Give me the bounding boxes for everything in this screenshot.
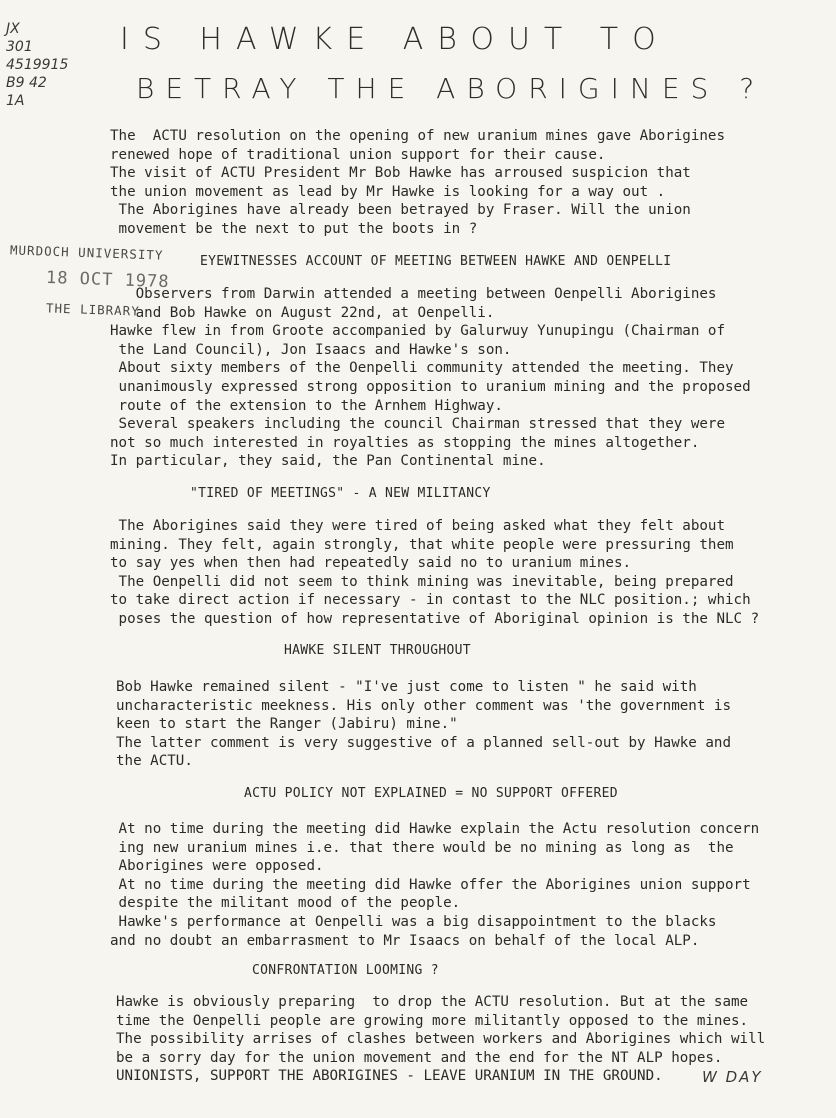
text-line: UNIONISTS, SUPPORT THE ABORIGINES - LEAVE URANIUM IN THE GROUND.: [116, 1068, 663, 1085]
text-line: and no doubt an embarrasment to Mr Isaacs on behalf of the local ALP.: [110, 932, 700, 949]
text-line: The ACTU resolution on the opening of new uranium mines gave Aborigines: [110, 128, 725, 144]
text-line: movement be the next to put the boots in ?: [110, 220, 478, 237]
library-stamp-library: THE LIBRARY: [45, 300, 141, 319]
text-line: The Aborigines said they were tired of being asked what they felt about: [110, 518, 725, 534]
text-line: route of the extension to the Arnhem Highway.: [110, 397, 503, 414]
text-line: At no time during the meeting did Hawke explain the Actu resolution concern: [110, 821, 760, 837]
text-line: Bob Hawke remained silent - "I've just come to listen " he said with: [116, 679, 697, 695]
archive-note-line: 4519915: [6, 57, 69, 73]
text-line: be a sorry day for the union movement and the end for the NT ALP hopes.: [116, 1049, 723, 1066]
section-heading: ACTU POLICY NOT EXPLAINED = NO SUPPORT OFFERED: [244, 786, 618, 801]
text-line: The possibility arrises of clashes between workers and Aborigines which will: [116, 1031, 766, 1048]
text-line: The Oenpelli did not seem to think mining was inevitable, being prepared: [110, 573, 734, 590]
text-line: despite the militant mood of the people.: [110, 895, 461, 912]
archive-note-line: B9 42: [6, 75, 47, 91]
text-line: Several speakers including the council Chairman stressed that they were: [110, 416, 725, 433]
text-line: About sixty members of the Oenpelli community attended the meeting. They: [110, 360, 734, 377]
text-line: poses the question of how representative of Aboriginal opinion is the NLC ?: [110, 610, 760, 627]
section-heading: HAWKE SILENT THROUGHOUT: [284, 643, 471, 658]
text-line: time the Oenpelli people are growing more militantly opposed to the mines.: [116, 1012, 749, 1029]
text-line: mining. They felt, again strongly, that white people were pressuring them: [110, 536, 734, 553]
text-line: uncharacteristic meekness. His only other comment was 'the government is: [116, 697, 731, 714]
section-body: [110, 285, 751, 471]
text-line: Aborigines were opposed.: [110, 858, 324, 875]
text-line: not so much interested in royalties as stopping the mines altogether.: [110, 434, 700, 451]
section-heading: "TIRED OF MEETINGS" - A NEW MILITANCY: [190, 486, 491, 501]
text-line: to take direct action if necessary - in contast to the NLC position.; which: [110, 592, 751, 609]
text-line: The latter comment is very suggestive of a planned sell-out by Hawke and: [116, 734, 731, 751]
text-line: keen to start the Ranger (Jabiru) mine.": [116, 716, 458, 733]
text-line: the ACTU.: [116, 753, 193, 770]
text-line: Hawke flew in from Groote accompanied by Galurwuy Yunupingu (Chairman of: [110, 323, 725, 340]
section-body: [110, 517, 759, 629]
section-body: [116, 993, 765, 1086]
text-line: ing new uranium mines i.e. that there would be no mining as long as the: [110, 839, 734, 856]
archive-note-line: JX: [6, 21, 20, 37]
signature: W DAY: [702, 1068, 763, 1086]
text-line: to say yes when then had repeatedly said no to uranium mines.: [110, 555, 632, 572]
library-stamp-university: MURDOCH UNIVERSITY: [9, 242, 164, 263]
intro-paragraph: [110, 127, 725, 239]
text-line: the union movement as lead by Mr Hawke is looking for a way out .: [110, 183, 666, 200]
section-heading: CONFRONTATION LOOMING ?: [252, 963, 439, 978]
section-heading: EYEWITNESSES ACCOUNT OF MEETING BETWEEN HAWKE AND OENPELLI: [200, 254, 672, 269]
archive-note: [6, 20, 68, 110]
title-line-2: BETRAY THE ABORIGINES ?: [136, 72, 766, 105]
text-line: At no time during the meeting did Hawke offer the Aborigines union support: [110, 876, 751, 893]
text-line: renewed hope of traditional union support for their cause.: [110, 146, 606, 163]
text-line: The Aborigines have already been betrayed by Fraser. Will the union: [110, 202, 691, 219]
text-line: Hawke is obviously preparing to drop the ACTU resolution. But at the same: [116, 994, 749, 1010]
library-stamp-date: 18 OCT 1978: [45, 267, 170, 293]
text-line: and Bob Hawke on August 22nd, at Oenpelli.: [110, 304, 495, 321]
text-line: Observers from Darwin attended a meeting between Oenpelli Aborigines: [110, 286, 717, 302]
title-line-1: IS HAWKE ABOUT TO: [120, 22, 670, 57]
section-body: [116, 678, 731, 771]
text-line: Hawke's performance at Oenpelli was a big disappointment to the blacks: [110, 913, 717, 930]
archive-note-line: 301: [6, 39, 33, 55]
archive-note-line: 1A: [6, 93, 25, 109]
text-line: unanimously expressed strong opposition to uranium mining and the proposed: [110, 378, 751, 395]
section-body: [110, 820, 759, 950]
text-line: The visit of ACTU President Mr Bob Hawke has arroused suspicion that: [110, 165, 691, 182]
text-line: In particular, they said, the Pan Continental mine.: [110, 453, 546, 470]
text-line: the Land Council), Jon Isaacs and Hawke's son.: [110, 341, 512, 358]
